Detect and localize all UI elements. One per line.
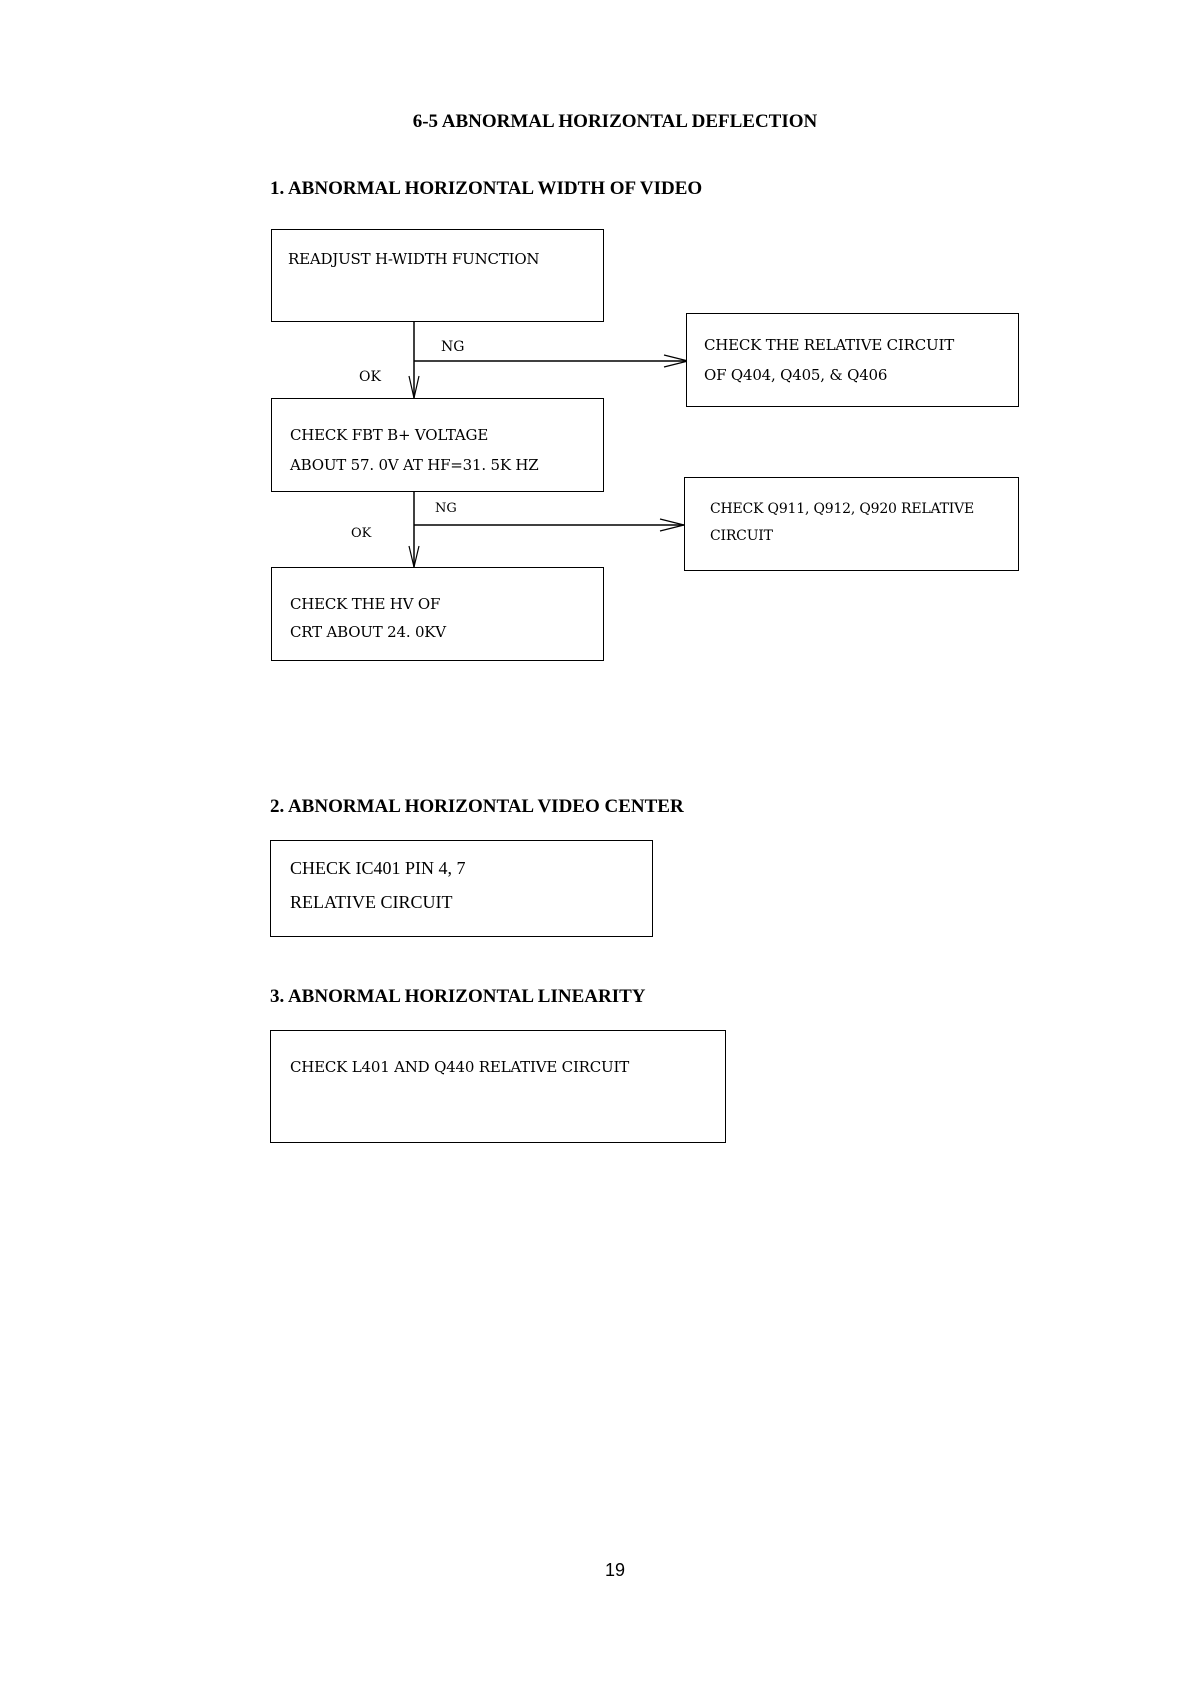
arrowhead-right-1 <box>664 355 688 367</box>
arrowhead-down-1 <box>409 376 419 398</box>
section-1-heading: 1. ABNORMAL HORIZONTAL WIDTH OF VIDEO <box>270 178 703 199</box>
box-hv-line1: CHECK THE HV OF <box>290 595 441 613</box>
label-ok-1: OK <box>359 369 381 385</box>
page-number: 19 <box>604 1560 626 1580</box>
arrowhead-down-2 <box>409 546 419 567</box>
section-3-heading: 3. ABNORMAL HORIZONTAL LINEARITY <box>270 986 646 1007</box>
box-relative2-line1: CHECK Q911, Q912, Q920 RELATIVE <box>710 501 975 517</box>
box-check-ic401 <box>270 840 653 937</box>
box-relative-circuit-q911 <box>684 477 1019 571</box>
label-ng-2: NG <box>435 501 457 516</box>
box-check-hv-crt <box>271 567 604 661</box>
box-check-fbt-voltage <box>271 398 604 492</box>
box-ic401-line2: RELATIVE CIRCUIT <box>290 892 453 912</box>
box-fbt-line1: CHECK FBT B+ VOLTAGE <box>290 426 489 444</box>
box-hv-line2: CRT ABOUT 24. 0KV <box>290 623 446 641</box>
label-ok-2: OK <box>351 526 372 541</box>
box-fbt-line2: ABOUT 57. 0V AT HF=31. 5K HZ <box>290 456 539 474</box>
box-relative1-line1: CHECK THE RELATIVE CIRCUIT <box>704 336 955 354</box>
box-relative1-line2: OF Q404, Q405, & Q406 <box>704 366 888 384</box>
box-readjust-h-width <box>271 229 604 322</box>
arrowhead-right-2 <box>660 519 684 531</box>
box-relative2-line2: CIRCUIT <box>710 528 773 544</box>
box-readjust-line1: READJUST H-WIDTH FUNCTION <box>288 250 540 268</box>
box-ic401-line1: CHECK IC401 PIN 4, 7 <box>290 858 466 878</box>
section-2-heading: 2. ABNORMAL HORIZONTAL VIDEO CENTER <box>270 796 684 817</box>
label-ng-1: NG <box>441 339 465 355</box>
page-title: 6-5 ABNORMAL HORIZONTAL DEFLECTION <box>412 111 818 132</box>
box-check-l401 <box>270 1030 726 1143</box>
box-l401-line1: CHECK L401 AND Q440 RELATIVE CIRCUIT <box>290 1058 630 1076</box>
box-relative-circuit-q404 <box>686 313 1019 407</box>
